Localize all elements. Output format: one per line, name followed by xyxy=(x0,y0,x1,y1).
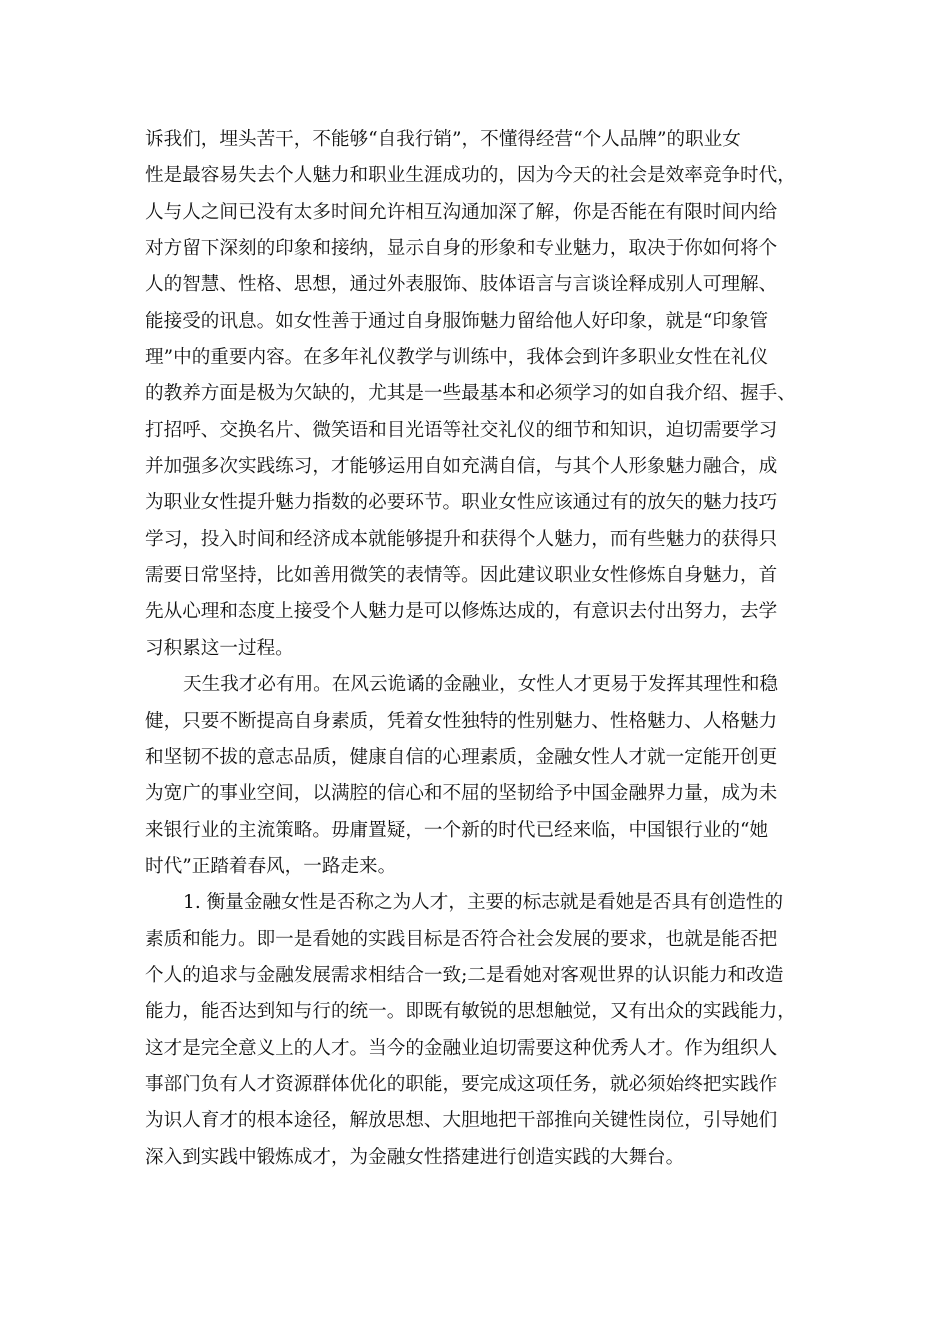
text-line: 性是最容易失去个人魅力和职业生涯成功的，因为今天的社会是效率竞争时代， xyxy=(145,165,796,187)
text-line: 为职业女性提升魅力指数的必要环节。职业女性应该通过有的放矢的魅力技巧 xyxy=(145,492,778,514)
text-line: 理”中的重要内容。在多年礼仪教学与训练中，我体会到许多职业女性在礼仪 xyxy=(145,347,769,369)
text-line: 先从心理和态度上接受个人魅力是可以修炼达成的，有意识去付出努力，去学 xyxy=(145,601,778,623)
text-line: 人与人之间已没有太多时间允许相互沟通加深了解，你是否能在有限时间内给 xyxy=(145,201,778,223)
text-line: 能接受的讯息。如女性善于通过自身服饰魅力留给他人好印象，就是“印象管 xyxy=(145,310,769,332)
text-line: 习积累这一过程。 xyxy=(145,637,294,659)
text-line: 和坚韧不拔的意志品质，健康自信的心理素质，金融女性人才就一定能开创更 xyxy=(145,746,778,768)
text-line: 时代”正踏着春风，一路走来。 xyxy=(145,855,397,877)
text-line: 健，只要不断提高自身素质，凭着女性独特的性别魅力、性格魅力、人格魅力 xyxy=(145,710,778,732)
text-line: 的教养方面是极为欠缺的，尤其是一些最基本和必须学习的如自我介绍、握手、 xyxy=(145,383,796,405)
text-line: 人的智慧、性格、思想，通过外表服饰、肢体语言与言谈诠释成别人可理解、 xyxy=(145,274,778,296)
text-line: 为识人育才的根本途径，解放思想、大胆地把干部推向关键性岗位，引导她们 xyxy=(145,1110,778,1132)
text-line: 需要日常坚持，比如善用微笑的表情等。因此建议职业女性修炼自身魅力，首 xyxy=(145,565,778,587)
text-line: 对方留下深刻的印象和接纳，显示自身的形象和专业魅力，取决于你如何将个 xyxy=(145,238,778,260)
text-line: 并加强多次实践练习，才能够运用自如充满自信，与其个人形象魅力融合，成 xyxy=(145,456,778,478)
text-line: 这才是完全意义上的人才。当今的金融业迫切需要这种优秀人才。作为组织人 xyxy=(145,1037,778,1059)
body-text xyxy=(145,122,815,1176)
text-line: 打招呼、交换名片、微笑语和目光语等社交礼仪的细节和知识，迫切需要学习 xyxy=(145,419,778,441)
text-line: 素质和能力。即一是看她的实践目标是否符合社会发展的要求，也就是能否把 xyxy=(145,928,778,950)
text-line: 学习，投入时间和经济成本就能够提升和获得个人魅力，而有些魅力的获得只 xyxy=(145,528,778,550)
text-line: 事部门负有人才资源群体优化的职能，要完成这项任务，就必须始终把实践作 xyxy=(145,1073,778,1095)
text-line: 深入到实践中锻炼成才，为金融女性搭建进行创造实践的大舞台。 xyxy=(145,1146,685,1168)
paragraph-first-line: 1. 衡量金融女性是否称之为人才，主要的标志就是看她是否具有创造性的 xyxy=(183,892,784,914)
text-line: 能力，能否达到知与行的统一。即既有敏锐的思想触觉，又有出众的实践能力， xyxy=(145,1001,796,1023)
text-line: 来银行业的主流策略。毋庸置疑，一个新的时代已经来临，中国银行业的“她 xyxy=(145,819,769,841)
text-line: 为宽广的事业空间，以满腔的信心和不屈的坚韧给予中国金融界力量，成为未 xyxy=(145,783,778,805)
text-line: 个人的追求与金融发展需求相结合一致;二是看她对客观世界的认识能力和改造 xyxy=(145,964,784,986)
text-line: 诉我们，埋头苦干，不能够“自我行销”，不懂得经营“个人品牌”的职业女 xyxy=(145,129,741,150)
paragraph-first-line: 天生我才必有用。在风云诡谲的金融业，女性人才更易于发挥其理性和稳 xyxy=(183,674,779,696)
